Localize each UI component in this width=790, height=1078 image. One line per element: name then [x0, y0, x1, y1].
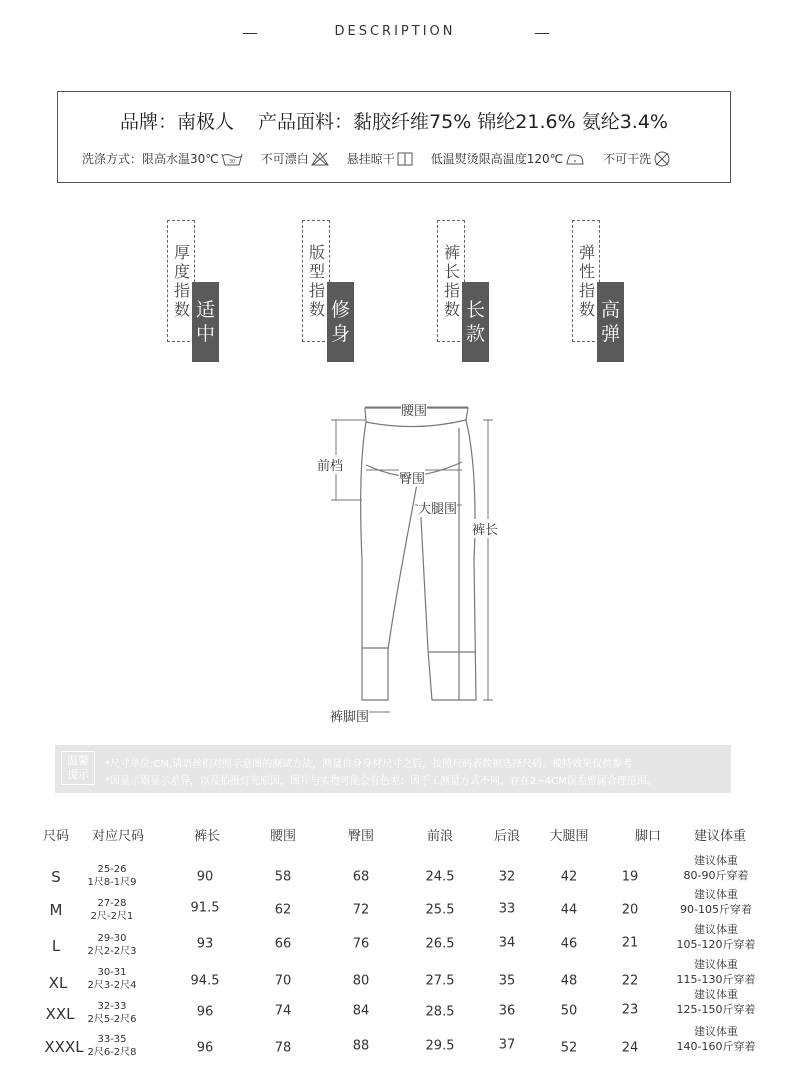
cell-back-rise: 36	[498, 1003, 516, 1019]
cell-size: XXL	[45, 1005, 75, 1023]
cell-waist: 58	[274, 869, 292, 885]
cell-corr-waist: 25-26	[97, 864, 127, 875]
cell-corresponding	[91, 897, 134, 923]
care-iron-text: 低温熨烫限高温度120℃	[430, 152, 564, 166]
header-length: 裤长	[193, 829, 221, 844]
care-bleach-text: 不可漂白	[260, 152, 309, 166]
header-waist: 腰围	[269, 829, 297, 844]
notice-line-2: *因显示器显示差异，以及拍摄灯光原因，图片与实物可能会有色差；因手工测量方式不同，存在2~4CM误差曾属合理范围。	[105, 776, 657, 787]
section-title: DESCRIPTION	[334, 24, 456, 39]
cell-weight	[680, 887, 752, 917]
cell-corresponding	[87, 1033, 136, 1059]
cell-back-rise: 37	[498, 1037, 516, 1053]
cell-length: 91.5	[190, 900, 220, 916]
elasticity-index-text: 弹性指数	[578, 243, 595, 319]
cell-waist: 66	[274, 936, 292, 952]
cell-weight-range: 125-150斤穿着	[676, 1003, 756, 1016]
cell-hem: 21	[621, 935, 639, 951]
cell-hip: 72	[352, 902, 370, 918]
header-front-rise: 前浪	[426, 829, 454, 844]
header-weight: 建议体重	[693, 829, 747, 844]
cell-waist: 78	[274, 1040, 292, 1056]
cell-corr-waist: 27-28	[97, 898, 127, 909]
cell-weight-range: 115-130斤穿着	[676, 973, 756, 986]
cell-thigh: 42	[560, 869, 578, 885]
length-label: 裤长	[472, 519, 498, 538]
elasticity-index-value-text: 高弹	[600, 299, 620, 345]
cell-front-rise: 26.5	[425, 936, 455, 952]
cell-size: L	[51, 937, 61, 955]
cell-weight	[677, 987, 756, 1017]
cell-hem: 22	[621, 973, 639, 989]
cell-weight-label: 建议体重	[694, 988, 738, 1001]
notice-badge	[61, 751, 95, 785]
cell-thigh: 50	[560, 1003, 578, 1019]
thickness-index-text: 厚度指数	[173, 243, 190, 319]
cell-front-rise: 25.5	[425, 902, 455, 918]
cell-front-rise: 24.5	[425, 869, 455, 885]
cell-weight	[677, 922, 756, 952]
hip-label: 臀围	[399, 468, 425, 487]
notice-badge-top: 温馨	[67, 754, 89, 767]
care-wash-text: 洗涤方式：限高水温30℃	[82, 152, 219, 166]
fabric-text: 产品面料：黏胶纤维75% 锦纶21.6% 氨纶3.4%	[258, 111, 668, 133]
cell-weight	[677, 1024, 756, 1054]
cell-hip: 84	[352, 1003, 370, 1019]
cell-weight	[684, 853, 749, 883]
cell-corr-waist: 33-35	[97, 1034, 127, 1045]
cell-corr-chi: 2尺5-2尺6	[87, 1014, 137, 1025]
cell-thigh: 52	[560, 1040, 578, 1056]
fit-index-value-text: 修身	[330, 299, 350, 345]
cell-waist: 74	[274, 1003, 292, 1019]
cell-weight-label: 建议体重	[694, 958, 738, 971]
fit-index-text: 版型指数	[308, 243, 325, 319]
cell-length: 93	[196, 936, 214, 952]
thickness-index-value-text: 适中	[195, 299, 215, 345]
cell-hem: 24	[621, 1040, 639, 1056]
cell-weight-range: 140-160斤穿着	[676, 1040, 756, 1053]
cell-corr-chi: 2尺2-2尺3	[87, 946, 137, 957]
cell-length: 96	[196, 1040, 214, 1056]
cell-weight-label: 建议体重	[694, 1025, 738, 1038]
cell-front-rise: 27.5	[425, 973, 455, 989]
cell-corresponding	[87, 932, 136, 958]
notice-line-1: *尺寸单位:CM,请语丝们对照示意图的测试方法，测量自身身材尺寸之后，按照尺码表数据选择尺码，模特效果仅供参考	[105, 759, 633, 770]
svg-text:30: 30	[228, 158, 235, 165]
cell-length: 96	[196, 1004, 214, 1020]
cell-corr-chi: 2尺6-2尺8	[87, 1047, 137, 1058]
cell-thigh: 44	[560, 902, 578, 918]
leg-opening-label: 裤脚围	[330, 706, 369, 725]
cell-thigh: 48	[560, 973, 578, 989]
cell-back-rise: 33	[498, 901, 516, 917]
cell-waist: 70	[274, 973, 292, 989]
cell-thigh: 46	[560, 936, 578, 952]
cell-corr-waist: 29-30	[97, 933, 127, 944]
cell-length: 94.5	[190, 973, 220, 989]
cell-size: S	[51, 868, 61, 886]
cell-corr-chi: 2尺-2尺1	[90, 911, 134, 922]
care-dry-text: 悬挂晾干	[346, 152, 395, 166]
header-corresponding: 对应尺码	[91, 829, 145, 844]
cell-hem: 19	[621, 869, 639, 885]
cell-hip: 80	[352, 973, 370, 989]
cell-size: XL	[48, 974, 68, 992]
cell-waist: 62	[274, 902, 292, 918]
cell-size: XXXL	[44, 1038, 84, 1056]
cell-back-rise: 32	[498, 869, 516, 885]
cell-length: 90	[196, 869, 214, 885]
cell-hip: 68	[352, 869, 370, 885]
waist-label: 腰围	[401, 400, 427, 419]
notice-bar	[55, 745, 731, 793]
cell-weight-range: 105-120斤穿着	[676, 938, 756, 951]
cell-corr-chi: 2尺3-2尺4	[87, 980, 137, 991]
notice-badge-bottom: 提示	[67, 768, 89, 781]
cell-weight-label: 建议体重	[694, 888, 738, 901]
cell-weight-range: 80-90斤穿着	[683, 869, 749, 882]
cell-weight-label: 建议体重	[694, 923, 738, 936]
cell-hip: 88	[352, 1038, 370, 1054]
header-thigh: 大腿围	[549, 829, 589, 844]
cell-back-rise: 35	[498, 973, 516, 989]
cell-corr-waist: 32-33	[97, 1001, 127, 1012]
brand-text: 品牌：南极人	[120, 111, 235, 133]
care-dryclean-text: 不可干洗	[603, 152, 652, 166]
header-size: 尺码	[42, 829, 70, 844]
cell-corresponding	[87, 966, 136, 992]
length-index-value-text: 长款	[465, 299, 485, 345]
header-hip: 臀围	[347, 829, 375, 844]
thigh-label: 大腿围	[418, 498, 457, 517]
cell-hip: 76	[352, 936, 370, 952]
cell-size: M	[49, 901, 63, 919]
cell-hem: 20	[621, 902, 639, 918]
cell-corr-waist: 30-31	[97, 967, 127, 978]
header-back-rise: 后浪	[493, 829, 521, 844]
header-hem: 脚口	[634, 829, 662, 844]
cell-weight-range: 90-105斤穿着	[680, 903, 752, 916]
cell-back-rise: 34	[498, 935, 516, 951]
cell-corr-chi: 1尺8-1尺9	[87, 877, 137, 888]
cell-weight-label: 建议体重	[694, 854, 738, 867]
cell-corresponding	[87, 863, 136, 889]
cell-weight	[677, 957, 756, 987]
cell-front-rise: 29.5	[425, 1038, 455, 1054]
length-index-text: 裤长指数	[443, 243, 460, 319]
cell-front-rise: 28.5	[425, 1004, 455, 1020]
cell-hem: 23	[621, 1002, 639, 1018]
cell-corresponding	[87, 1000, 136, 1026]
front-rise-label: 前档	[317, 455, 343, 474]
